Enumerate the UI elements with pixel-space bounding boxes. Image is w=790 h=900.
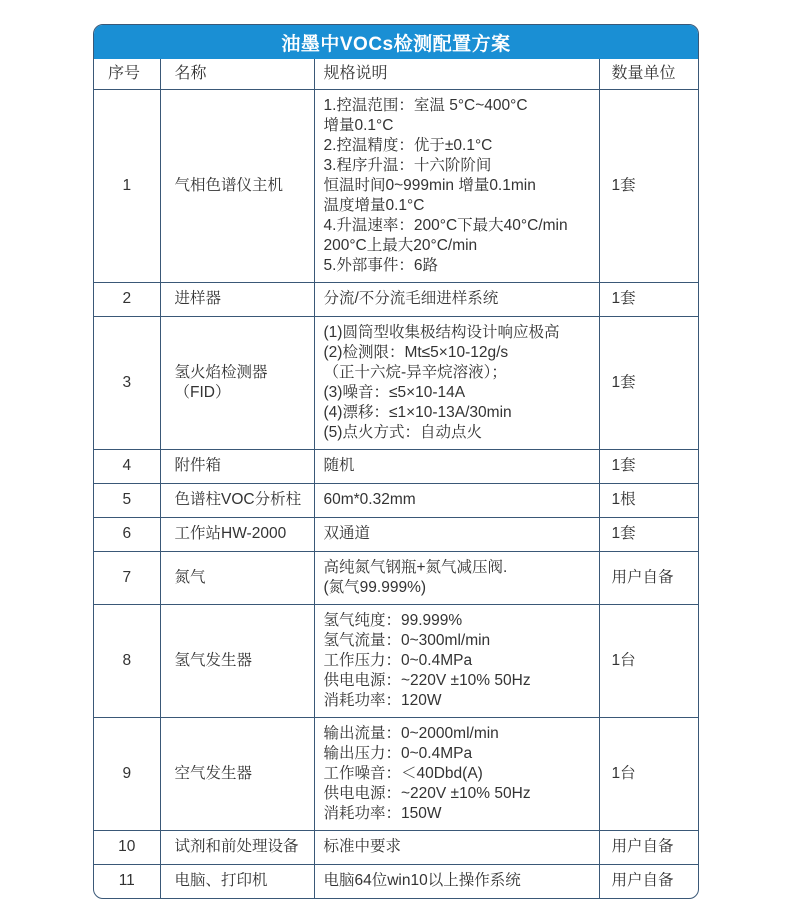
row-number-cell: 8 [94,604,160,717]
spec-line: 工作压力：0~0.4MPa [323,651,473,669]
item-name-cell: 进样器 [160,282,314,316]
item-name-cell: 氮气 [160,551,314,604]
item-name-cell: 氢气发生器 [160,604,314,717]
row-number-cell: 5 [94,483,160,517]
item-spec-cell [314,89,599,282]
row-number-cell: 4 [94,449,160,483]
item-spec-cell [314,604,599,717]
table-row [94,717,699,830]
table-header-row [94,59,699,89]
table-row [94,316,699,449]
spec-line: 氢气流量：0~300ml/min [323,631,491,649]
item-spec-cell [314,282,599,316]
table-row [94,449,699,483]
config-table [94,59,699,898]
row-number-cell: 11 [94,864,160,898]
table-row [94,483,699,517]
table-row [94,830,699,864]
table-row [94,604,699,717]
spec-line: 消耗功率：120W [323,691,442,709]
config-table-card [93,24,699,899]
row-number-cell: 1 [94,89,160,282]
spec-line: 输出压力：0~0.4MPa [323,744,473,762]
spec-line: 氢气纯度：99.999% [323,611,463,629]
spec-line: (5)点火方式：自动点火 [323,423,482,441]
card-header [94,25,698,59]
quantity-cell: 1台 [599,604,699,717]
row-number-cell: 7 [94,551,160,604]
row-number-cell: 10 [94,830,160,864]
table-row [94,89,699,282]
table-row [94,517,699,551]
spec-line: 恒温时间0~999min 增量0.1min [323,176,536,194]
quantity-cell: 用户自备 [599,830,699,864]
item-name-cell: 附件箱 [160,449,314,483]
spec-line: 消耗功率：150W [323,804,442,822]
item-spec-cell [314,864,599,898]
spec-line: (4)漂移：≤1×10-13A/30min [323,403,512,421]
spec-line: (2)检测限：Mt≤5×10-12g/s [323,343,509,361]
spec-line: 双通道 [323,525,371,542]
spec-line: 温度增量0.1°C [323,196,425,214]
spec-line: 输出流量：0~2000ml/min [323,724,499,742]
spec-line: 4.升温速率：200°C下最大40°C/min [323,216,568,234]
item-name-cell: 色谱柱VOC分析柱 [160,483,314,517]
column-header-name: 名称 [160,59,314,89]
column-header-qty: 数量单位 [599,59,699,89]
spec-line: (氮气99.999%) [323,578,427,596]
spec-line: 供电电源：~220V ±10% 50Hz [323,671,531,689]
item-spec-cell [314,830,599,864]
table-row [94,864,699,898]
page-title: 油墨中VOCs检测配置方案 [281,33,511,55]
quantity-cell: 1台 [599,717,699,830]
spec-line: 增量0.1°C [323,116,394,134]
item-spec-cell [314,483,599,517]
spec-line: 标准中要求 [323,838,402,855]
table-row [94,551,699,604]
spec-line: (1)圆筒型收集极结构设计响应极高 [323,323,560,341]
spec-line: 工作噪音：＜40Dbd(A) [323,764,483,782]
quantity-cell: 1套 [599,449,699,483]
quantity-cell: 用户自备 [599,551,699,604]
item-spec-cell [314,517,599,551]
column-header-spec: 规格说明 [314,59,599,89]
quantity-cell: 1根 [599,483,699,517]
item-name-cell: 氢火焰检测器（FID） [160,316,314,449]
spec-line: 电脑64位win10以上操作系统 [323,872,521,890]
spec-line: 3.程序升温：十六阶阶间 [323,156,492,174]
item-spec-cell [314,551,599,604]
item-spec-cell [314,449,599,483]
item-spec-cell [314,717,599,830]
row-number-cell: 9 [94,717,160,830]
spec-line: 60m*0.32mm [323,491,416,508]
spec-line: 供电电源：~220V ±10% 50Hz [323,784,531,802]
spec-line: 200°C上最大20°C/min [323,236,478,254]
table-row [94,282,699,316]
quantity-cell: 1套 [599,282,699,316]
item-name-cell: 电脑、打印机 [160,864,314,898]
item-name-cell: 试剂和前处理设备 [160,830,314,864]
quantity-cell: 用户自备 [599,864,699,898]
table-body [94,89,699,898]
row-number-cell: 6 [94,517,160,551]
item-spec-cell [314,316,599,449]
row-number-cell: 2 [94,282,160,316]
spec-line: 2.控温精度：优于±0.1°C [323,136,493,154]
spec-line: (3)噪音：≤5×10-14A [323,383,466,401]
row-number-cell: 3 [94,316,160,449]
quantity-cell: 1套 [599,316,699,449]
spec-line: 高纯氮气钢瓶+氮气减压阀. [323,558,508,576]
item-name-cell: 空气发生器 [160,717,314,830]
spec-line: 分流/不分流毛细进样系统 [323,290,499,307]
column-header-no: 序号 [94,59,160,89]
item-name-cell: 工作站HW-2000 [160,517,314,551]
spec-line: （正十六烷-异辛烷溶液）； [323,363,507,381]
item-name-cell: 气相色谱仪主机 [160,89,314,282]
quantity-cell: 1套 [599,89,699,282]
spec-line: 1.控温范围：室温 5°C~400°C [323,96,528,114]
spec-line: 5.外部事件：6路 [323,256,439,274]
quantity-cell: 1套 [599,517,699,551]
spec-line: 随机 [323,457,355,474]
